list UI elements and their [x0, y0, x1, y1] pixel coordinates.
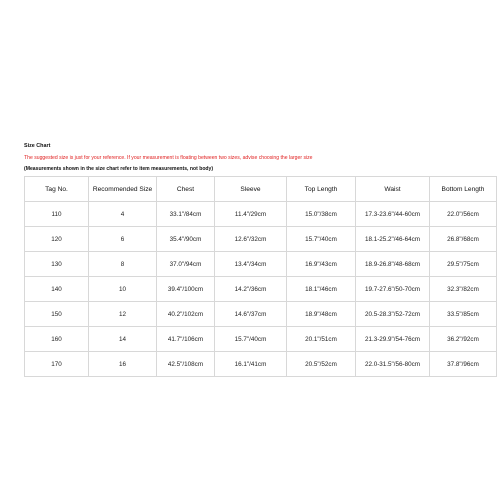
cell-tag-no: 150	[25, 302, 89, 327]
cell-waist: 21.3-29.9"/54-76cm	[356, 327, 430, 352]
table-row	[25, 277, 497, 302]
cell-top-length: 15.0"/38cm	[287, 202, 356, 227]
table-header-row	[25, 177, 497, 202]
cell-bottom-length: 32.3"/82cm	[430, 277, 497, 302]
cell-recommended-size: 12	[89, 302, 157, 327]
header-tag-no: Tag No.	[25, 177, 89, 202]
cell-tag-no: 160	[25, 327, 89, 352]
cell-waist: 18.9-26.8"/48-68cm	[356, 252, 430, 277]
cell-chest: 42.5"/108cm	[157, 352, 215, 377]
cell-chest: 35.4"/90cm	[157, 227, 215, 252]
cell-recommended-size: 14	[89, 327, 157, 352]
cell-sleeve: 11.4"/29cm	[215, 202, 287, 227]
size-chart-header	[24, 143, 496, 176]
cell-chest: 37.0"/94cm	[157, 252, 215, 277]
cell-chest: 33.1"/84cm	[157, 202, 215, 227]
size-chart-title: Size Chart	[24, 143, 51, 149]
header-waist: Waist	[356, 177, 430, 202]
cell-bottom-length: 36.2"/92cm	[430, 327, 497, 352]
cell-waist: 19.7-27.6"/50-70cm	[356, 277, 430, 302]
cell-tag-no: 140	[25, 277, 89, 302]
cell-waist: 22.0-31.5"/56-80cm	[356, 352, 430, 377]
size-advice-note: The suggested size is just for your reference. If your measurement is floating between two sizes, advise choosing the larger size	[24, 155, 313, 161]
cell-bottom-length: 29.5"/75cm	[430, 252, 497, 277]
cell-waist: 18.1-25.2"/46-64cm	[356, 227, 430, 252]
cell-waist: 17.3-23.6"/44-60cm	[356, 202, 430, 227]
cell-recommended-size: 8	[89, 252, 157, 277]
cell-recommended-size: 16	[89, 352, 157, 377]
cell-chest: 41.7"/106cm	[157, 327, 215, 352]
table-row	[25, 302, 497, 327]
header-recommended-size: Recommended Size	[89, 177, 157, 202]
cell-sleeve: 14.6"/37cm	[215, 302, 287, 327]
cell-top-length: 20.5"/52cm	[287, 352, 356, 377]
table-row	[25, 252, 497, 277]
cell-sleeve: 14.2"/36cm	[215, 277, 287, 302]
cell-sleeve: 12.6"/32cm	[215, 227, 287, 252]
cell-waist: 20.5-28.3"/52-72cm	[356, 302, 430, 327]
table-row	[25, 352, 497, 377]
cell-sleeve: 16.1"/41cm	[215, 352, 287, 377]
cell-bottom-length: 26.8"/68cm	[430, 227, 497, 252]
cell-chest: 40.2"/102cm	[157, 302, 215, 327]
measurement-note: (Measurements shown in the size chart refer to item measurements, not body)	[24, 166, 214, 172]
cell-recommended-size: 6	[89, 227, 157, 252]
cell-top-length: 16.9"/43cm	[287, 252, 356, 277]
cell-recommended-size: 4	[89, 202, 157, 227]
cell-tag-no: 170	[25, 352, 89, 377]
cell-top-length: 15.7"/40cm	[287, 227, 356, 252]
table-row	[25, 227, 497, 252]
cell-tag-no: 110	[25, 202, 89, 227]
cell-sleeve: 15.7"/40cm	[215, 327, 287, 352]
table-row	[25, 202, 497, 227]
cell-top-length: 18.1"/46cm	[287, 277, 356, 302]
header-top-length: Top Length	[287, 177, 356, 202]
cell-top-length: 20.1"/51cm	[287, 327, 356, 352]
cell-chest: 39.4"/100cm	[157, 277, 215, 302]
size-chart-table	[24, 176, 497, 377]
header-bottom-length: Bottom Length	[430, 177, 497, 202]
cell-sleeve: 13.4"/34cm	[215, 252, 287, 277]
cell-bottom-length: 37.8"/96cm	[430, 352, 497, 377]
header-sleeve: Sleeve	[215, 177, 287, 202]
cell-bottom-length: 33.5"/85cm	[430, 302, 497, 327]
header-chest: Chest	[157, 177, 215, 202]
cell-bottom-length: 22.0"/56cm	[430, 202, 497, 227]
cell-top-length: 18.9"/48cm	[287, 302, 356, 327]
cell-tag-no: 120	[25, 227, 89, 252]
cell-recommended-size: 10	[89, 277, 157, 302]
table-row	[25, 327, 497, 352]
cell-tag-no: 130	[25, 252, 89, 277]
